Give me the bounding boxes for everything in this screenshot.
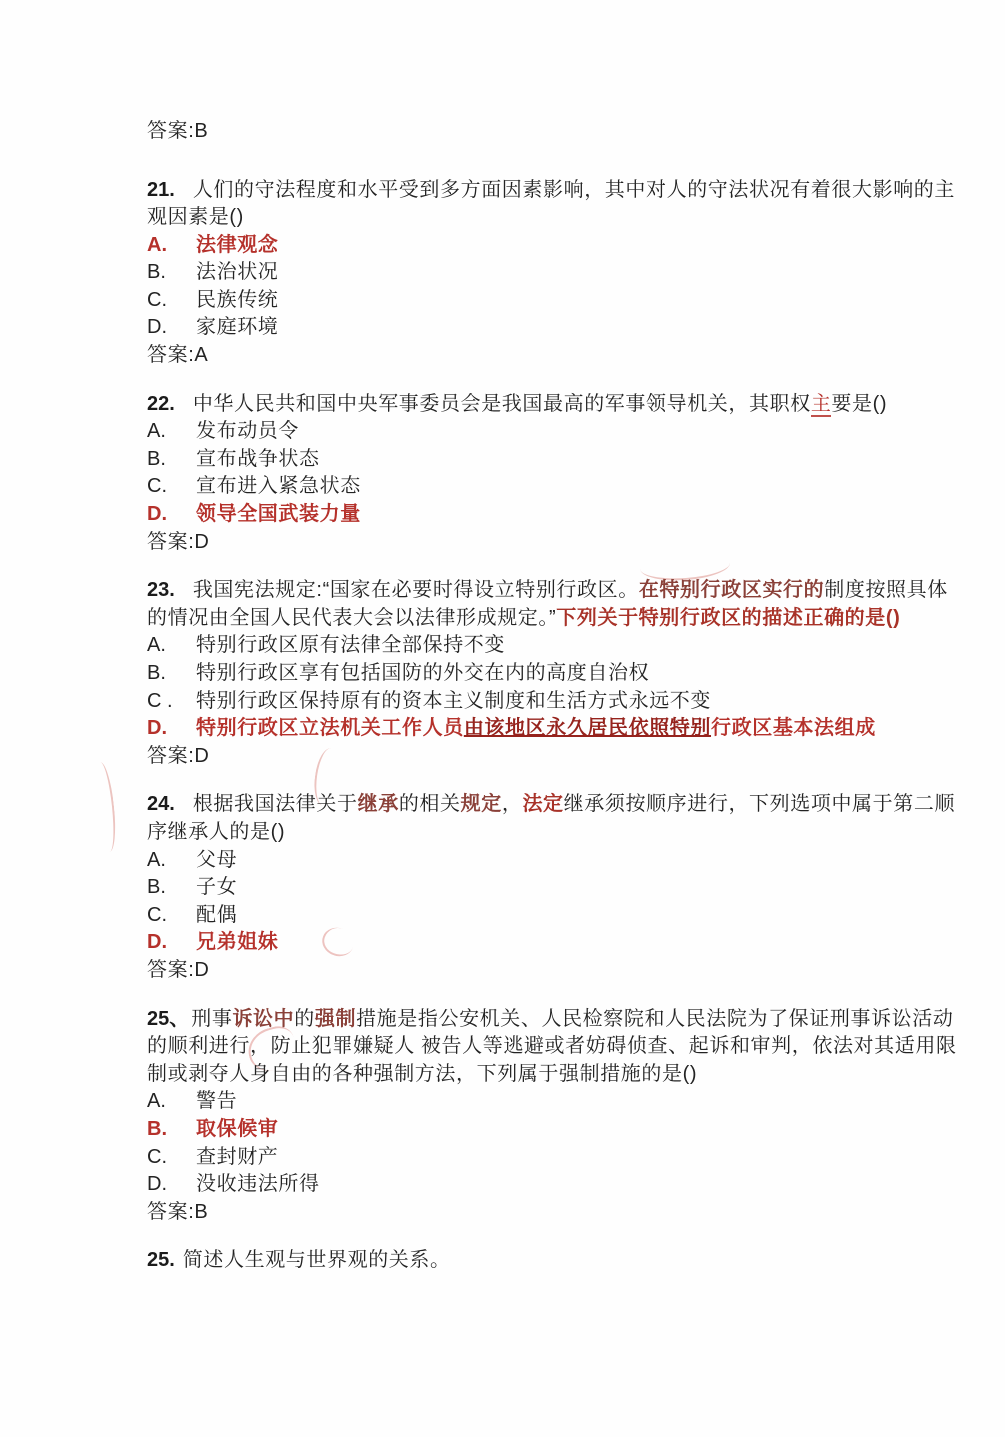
option-text: 取保候审 bbox=[196, 1117, 279, 1140]
option-label: C. bbox=[147, 288, 167, 311]
question-number: 25. bbox=[147, 1249, 175, 1272]
options-list bbox=[147, 847, 892, 957]
question-number: 24. bbox=[147, 793, 175, 816]
question-block-25 bbox=[147, 1006, 957, 1227]
question-stem-line bbox=[147, 391, 892, 419]
answer-line: 答案:D bbox=[147, 744, 210, 767]
answer-line: 答案:A bbox=[147, 344, 209, 367]
question-stem-line bbox=[147, 819, 892, 847]
option-text: 领导全国武装力量 bbox=[196, 503, 361, 526]
question-stem bbox=[147, 177, 956, 232]
option-label: C. bbox=[147, 1145, 167, 1168]
option-label: B. bbox=[147, 662, 166, 684]
question-block-21 bbox=[147, 177, 956, 370]
option-row bbox=[147, 1088, 892, 1116]
stem-segment: 的 bbox=[294, 1007, 315, 1030]
option-text: 法治状况 bbox=[196, 261, 279, 284]
stem-segment: 继承 bbox=[357, 793, 399, 816]
question-stem bbox=[147, 577, 948, 632]
stem-segment: 的相关 bbox=[398, 793, 461, 816]
option-row bbox=[147, 259, 892, 287]
stem-segment: 诉讼中 bbox=[232, 1007, 295, 1030]
option-text: 警告 bbox=[196, 1090, 238, 1113]
question-number: 22. bbox=[147, 392, 175, 415]
option-text: 宣布战争状态 bbox=[196, 447, 320, 470]
question-stem-line bbox=[147, 791, 956, 819]
option-label: B. bbox=[147, 1117, 167, 1140]
option-label: B. bbox=[147, 447, 166, 470]
stem-segment: 的顺利进行，防止犯罪嫌疑人 被告人等逃避或者妨碍侦查、起诉和审判，依法对其适用限 bbox=[147, 1035, 957, 1058]
option-text: 特别行政区原有法律全部保持不变 bbox=[196, 634, 505, 657]
option-text: 法律观念 bbox=[196, 233, 279, 256]
option-label: A. bbox=[147, 1090, 166, 1113]
stem-segment: 刑事 bbox=[191, 1007, 233, 1030]
option-label: B. bbox=[147, 261, 166, 284]
red-watermark-mark bbox=[91, 761, 118, 852]
option-row bbox=[147, 1144, 892, 1172]
question-block-24 bbox=[147, 791, 956, 984]
option-label: D. bbox=[147, 717, 167, 740]
options-list bbox=[147, 232, 892, 342]
question-stem-line bbox=[147, 577, 948, 605]
questions-list bbox=[147, 177, 957, 1227]
option-label: D. bbox=[147, 316, 167, 339]
question-stem bbox=[147, 791, 956, 846]
stem-segment: 根据我国法律关于 bbox=[192, 793, 358, 816]
option-text: 父母 bbox=[196, 848, 238, 871]
option-row bbox=[147, 501, 892, 529]
stem-segment: 序继承人的是() bbox=[147, 820, 286, 843]
stem-segment: 我国宪法规定:“国家在必要时得设立特别行政区。 bbox=[192, 579, 639, 602]
option-row bbox=[147, 874, 892, 902]
option-text: 由该地区永久居民依照特别 bbox=[463, 717, 712, 740]
stem-segment: 制或剥夺人身自由的各种强制方法，下列属于强制措施的是() bbox=[147, 1062, 698, 1085]
question-stem-line bbox=[147, 1061, 892, 1089]
question-number: 21. bbox=[147, 178, 175, 201]
option-text: 特别行政区立法机关工作人员 bbox=[196, 717, 464, 740]
previous-answer-line: 答案:B bbox=[147, 120, 209, 142]
option-text: 配偶 bbox=[196, 903, 238, 926]
answer-line: 答案:D bbox=[147, 958, 210, 981]
stem-segment: 措施是指公安机关、人民检察院和人民法院为了保证刑事诉讼活动 bbox=[356, 1007, 954, 1030]
option-row bbox=[147, 1171, 892, 1199]
option-row bbox=[147, 314, 892, 342]
option-row bbox=[147, 715, 892, 743]
stem-segment: 法定 bbox=[522, 793, 564, 816]
question-number: 23. bbox=[147, 579, 175, 602]
stem-segment: 继承须按顺序进行，下列选项中属于第二顺 bbox=[563, 793, 956, 816]
option-label: A. bbox=[147, 233, 167, 256]
short-answer-question bbox=[147, 1247, 892, 1275]
stem-segment: 制度按照具体 bbox=[824, 579, 948, 602]
option-label: A. bbox=[147, 848, 166, 871]
question-stem bbox=[147, 1006, 957, 1089]
option-row bbox=[147, 418, 892, 446]
question-stem bbox=[147, 391, 892, 419]
option-row bbox=[147, 929, 892, 957]
answer-line: 答案:B bbox=[147, 1200, 209, 1223]
question-block-22 bbox=[147, 391, 892, 557]
options-list bbox=[147, 1088, 892, 1198]
option-row bbox=[147, 902, 892, 930]
answer-line: 答案:D bbox=[147, 530, 210, 553]
stem-segment: 观因素是() bbox=[147, 206, 244, 229]
option-row bbox=[147, 688, 892, 716]
option-text: 特别行政区享有包括国防的外交在内的高度自治权 bbox=[196, 662, 650, 684]
option-text: 没收违法所得 bbox=[196, 1173, 320, 1196]
stem-segment: 主 bbox=[810, 392, 832, 415]
option-row bbox=[147, 473, 892, 501]
question-stem-line bbox=[147, 1033, 957, 1061]
stem-segment: 强制 bbox=[314, 1007, 357, 1030]
option-label: D. bbox=[147, 1173, 167, 1196]
option-text: 民族传统 bbox=[196, 288, 279, 311]
option-label: D. bbox=[147, 503, 167, 526]
option-row bbox=[147, 632, 892, 660]
option-text: 兄弟姐妹 bbox=[196, 931, 279, 954]
option-text: 行政区基本法组成 bbox=[711, 717, 876, 740]
stem-segment: 的情况由全国人民代表大会以法律形成规定。” bbox=[147, 606, 557, 629]
stem-segment: 要是() bbox=[831, 392, 888, 415]
option-label: D. bbox=[147, 931, 167, 954]
options-list bbox=[147, 632, 892, 742]
option-text: 子女 bbox=[196, 876, 238, 899]
stem-segment: 下列关于特别行政区的描述正确的是() bbox=[556, 606, 901, 629]
option-label: C. bbox=[147, 903, 167, 926]
stem-segment: ， bbox=[501, 793, 523, 816]
option-row bbox=[147, 232, 892, 260]
stem-segment: 人们的守法程度和水平受到多方面因素影响，其中对人的守法状况有着很大影响的主 bbox=[192, 178, 956, 201]
question-text: 简述人生观与世界观的关系。 bbox=[182, 1249, 451, 1272]
option-text: 查封财产 bbox=[196, 1145, 279, 1168]
option-label: A. bbox=[147, 634, 166, 657]
question-number: 25、 bbox=[147, 1007, 190, 1030]
option-row bbox=[147, 660, 892, 688]
question-stem-line bbox=[147, 204, 892, 232]
document-content bbox=[147, 118, 957, 1295]
question-stem-line bbox=[147, 605, 901, 633]
option-label: C. bbox=[147, 475, 167, 498]
option-label: A. bbox=[147, 420, 166, 443]
option-text: 特别行政区保持原有的资本主义制度和生活方式永远不变 bbox=[196, 689, 711, 712]
stem-segment: 中华人民共和国中央军事委员会是我国最高的军事领导机关，其职权 bbox=[192, 392, 811, 415]
question-stem-line bbox=[147, 1006, 954, 1034]
option-label: C . bbox=[147, 689, 173, 712]
stem-segment: 规定 bbox=[460, 793, 502, 816]
option-row bbox=[147, 1116, 892, 1144]
option-text: 宣布进入紧急状态 bbox=[196, 475, 361, 498]
option-text: 家庭环境 bbox=[196, 316, 279, 339]
options-list bbox=[147, 418, 892, 528]
option-row bbox=[147, 287, 892, 315]
question-stem-line bbox=[147, 177, 956, 205]
question-block-23 bbox=[147, 577, 948, 770]
option-row bbox=[147, 446, 892, 474]
option-row bbox=[147, 847, 892, 875]
option-label: B. bbox=[147, 876, 166, 899]
option-text: 发布动员令 bbox=[196, 420, 299, 443]
stem-segment: 在特别行政区实行的 bbox=[638, 579, 825, 602]
